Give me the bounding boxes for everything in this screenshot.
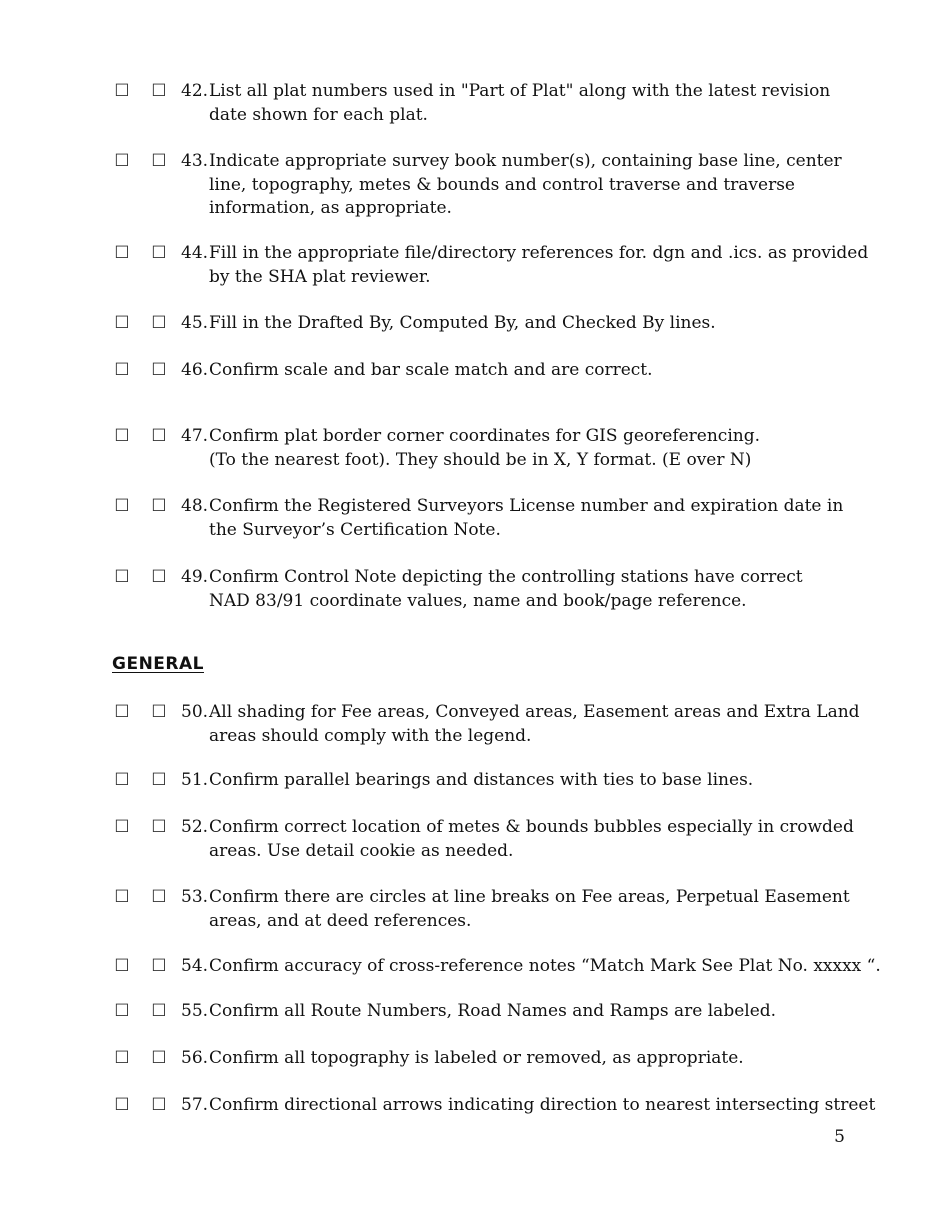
checkbox-b[interactable]: ☐: [151, 956, 167, 976]
item-number: 49.: [181, 567, 209, 587]
checkbox-b[interactable]: ☐: [151, 496, 167, 516]
item-text: [209, 886, 859, 933]
checkbox-a[interactable]: ☐: [114, 313, 130, 333]
item-text: [209, 1047, 859, 1071]
item-number: 47.: [181, 426, 209, 446]
checkbox-b[interactable]: ☐: [151, 1095, 167, 1115]
checkbox-a[interactable]: ☐: [114, 817, 130, 837]
checkbox-b[interactable]: ☐: [151, 1048, 167, 1068]
item-text-line: Confirm the Registered Surveyors License number and expiration date in: [209, 496, 844, 516]
item-number: 54.: [181, 956, 209, 976]
item-text-line: Confirm all Route Numbers, Road Names and Ramps are labeled.: [209, 1001, 777, 1021]
item-number: 45.: [181, 313, 209, 333]
item-text-line: (To the nearest foot). They should be in X, Y format. (E over N): [209, 449, 752, 470]
item-text: [209, 80, 859, 127]
item-text-line: Confirm accuracy of cross-reference notes “Match Mark See Plat No. xxxxx “.: [209, 956, 881, 976]
item-text-line: areas. Use detail cookie as needed.: [209, 840, 514, 861]
item-text: [209, 816, 859, 863]
item-number: 56.: [181, 1048, 209, 1068]
item-text-line: List all plat numbers used in "Part of Plat" along with the latest revision: [209, 81, 831, 101]
item-text: [209, 769, 859, 793]
item-text-line: the Surveyor’s Certification Note.: [209, 519, 501, 540]
item-text-line: Confirm parallel bearings and distances with ties to base lines.: [209, 770, 754, 790]
checkbox-b[interactable]: ☐: [151, 81, 167, 101]
item-text: [209, 955, 881, 979]
checkbox-a[interactable]: ☐: [114, 887, 130, 907]
checkbox-b[interactable]: ☐: [151, 567, 167, 587]
checkbox-a[interactable]: ☐: [114, 770, 130, 790]
item-text-line: information, as appropriate.: [209, 198, 452, 218]
checkbox-b[interactable]: ☐: [151, 770, 167, 790]
item-text-line: All shading for Fee areas, Conveyed areas, Easement areas and Extra Land: [209, 702, 860, 722]
item-number: 44.: [181, 243, 209, 263]
checkbox-b[interactable]: ☐: [151, 887, 167, 907]
item-text-line: Confirm directional arrows indicating direction to nearest intersecting street: [209, 1095, 876, 1115]
item-number: 57.: [181, 1095, 209, 1115]
item-text-line: Fill in the appropriate file/directory references for. dgn and .ics. as provided: [209, 243, 869, 263]
checkbox-b[interactable]: ☐: [151, 702, 167, 722]
item-text-line: Confirm plat border corner coordinates for GIS georeferencing.: [209, 426, 760, 446]
item-text: [209, 701, 859, 748]
item-text-line: Indicate appropriate survey book number(s), containing base line, center: [209, 151, 842, 171]
checkbox-a[interactable]: ☐: [114, 1001, 130, 1021]
checkbox-b[interactable]: ☐: [151, 817, 167, 837]
item-text: [209, 150, 859, 221]
item-text: [209, 359, 859, 383]
checkbox-a[interactable]: ☐: [114, 702, 130, 722]
checkbox-a[interactable]: ☐: [114, 151, 130, 171]
checkbox-b[interactable]: ☐: [151, 1001, 167, 1021]
item-number: 46.: [181, 360, 209, 380]
item-text: [209, 312, 859, 336]
checkbox-b[interactable]: ☐: [151, 243, 167, 263]
checkbox-a[interactable]: ☐: [114, 81, 130, 101]
item-text-line: areas, and at deed references.: [209, 910, 472, 931]
checkbox-a[interactable]: ☐: [114, 243, 130, 263]
item-number: 50.: [181, 702, 209, 722]
item-number: 48.: [181, 496, 209, 516]
item-text-line: Confirm all topography is labeled or removed, as appropriate.: [209, 1048, 744, 1068]
checkbox-a[interactable]: ☐: [114, 956, 130, 976]
item-text-line: line, topography, metes & bounds and control traverse and traverse: [209, 174, 795, 195]
checkbox-b[interactable]: ☐: [151, 360, 167, 380]
item-text-line: areas should comply with the legend.: [209, 725, 532, 746]
item-text-line: by the SHA plat reviewer.: [209, 266, 431, 287]
item-number: 42.: [181, 81, 209, 101]
item-number: 51.: [181, 770, 209, 790]
item-text-line: Fill in the Drafted By, Computed By, and Checked By lines.: [209, 313, 716, 333]
item-text-line: Confirm Control Note depicting the controlling stations have correct: [209, 567, 803, 587]
item-text-line: Confirm scale and bar scale match and are correct.: [209, 360, 653, 380]
item-text: [209, 1094, 876, 1118]
item-text: [209, 1000, 859, 1024]
page-number: 5: [834, 1127, 845, 1147]
checkbox-b[interactable]: ☐: [151, 313, 167, 333]
checkbox-b[interactable]: ☐: [151, 151, 167, 171]
checkbox-a[interactable]: ☐: [114, 496, 130, 516]
item-text: [209, 242, 869, 289]
item-text: [209, 425, 859, 472]
item-text: [209, 495, 859, 542]
checkbox-a[interactable]: ☐: [114, 567, 130, 587]
checkbox-a[interactable]: ☐: [114, 426, 130, 446]
item-text-line: Confirm there are circles at line breaks on Fee areas, Perpetual Easement: [209, 887, 850, 907]
checkbox-a[interactable]: ☐: [114, 1095, 130, 1115]
item-text-line: date shown for each plat.: [209, 104, 428, 125]
item-number: 53.: [181, 887, 209, 907]
checkbox-a[interactable]: ☐: [114, 360, 130, 380]
item-number: 43.: [181, 151, 209, 171]
item-text-line: NAD 83/91 coordinate values, name and book/page reference.: [209, 590, 747, 611]
checkbox-b[interactable]: ☐: [151, 426, 167, 446]
section-heading-general: GENERAL: [112, 654, 204, 674]
item-number: 55.: [181, 1001, 209, 1021]
checkbox-a[interactable]: ☐: [114, 1048, 130, 1068]
item-text-line: Confirm correct location of metes & bounds bubbles especially in crowded: [209, 817, 854, 837]
item-number: 52.: [181, 817, 209, 837]
item-text: [209, 566, 859, 613]
